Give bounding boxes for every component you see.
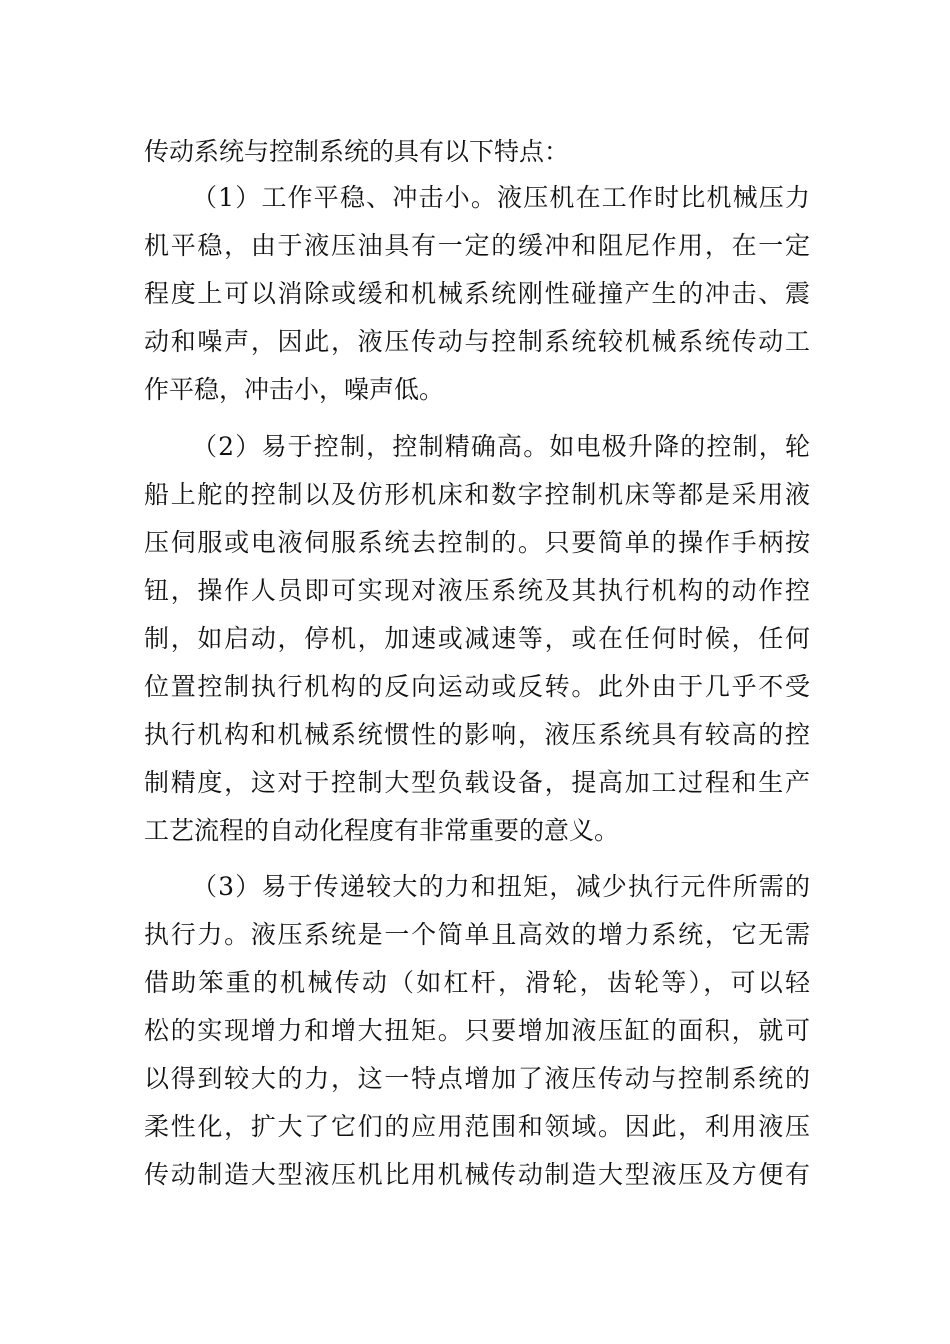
text-line-18: 借助笨重的机械传动（如杠杆，滑轮，齿轮等），可以轻 [144, 968, 810, 997]
text-line-7: （2）易于控制，控制精确高。如电极升降的控制，轮 [192, 432, 810, 461]
text-line-17: 执行力。液压系统是一个简单且高效的增力系统，它无需 [144, 920, 810, 949]
text-line-6: 作平稳，冲击小，噪声低。 [144, 375, 445, 404]
text-line-1: 传动系统与控制系统的具有以下特点： [144, 137, 570, 166]
text-line-4: 程度上可以消除或缓和机械系统刚性碰撞产生的冲击、震 [144, 279, 810, 308]
text-line-15: 工艺流程的自动化程度有非常重要的意义。 [144, 816, 620, 845]
text-line-13: 执行机构和机械系统惯性的影响，液压系统具有较高的控 [144, 720, 810, 749]
text-line-9: 压伺服或电液伺服系统去控制的。只要简单的操作手柄按 [144, 528, 810, 557]
text-line-10: 钮，操作人员即可实现对液压系统及其执行机构的动作控 [144, 576, 810, 605]
text-line-3: 机平稳，由于液压油具有一定的缓冲和阻尼作用，在一定 [144, 231, 810, 260]
text-line-11: 制，如启动，停机，加速或减速等，或在任何时候，任何 [144, 624, 810, 653]
text-line-21: 柔性化，扩大了它们的应用范围和领域。因此，利用液压 [144, 1112, 810, 1141]
text-line-14: 制精度，这对于控制大型负载设备，提高加工过程和生产 [144, 768, 810, 797]
text-line-2: （1）工作平稳、冲击小。液压机在工作时比机械压力 [192, 183, 810, 212]
text-line-22: 传动制造大型液压机比用机械传动制造大型液压及方便有 [144, 1160, 810, 1189]
text-line-12: 位置控制执行机构的反向运动或反转。此外由于几乎不受 [144, 672, 810, 701]
text-line-20: 以得到较大的力，这一特点增加了液压传动与控制系统的 [144, 1064, 810, 1093]
text-line-16: （3）易于传递较大的力和扭矩，减少执行元件所需的 [192, 872, 810, 901]
text-line-5: 动和噪声，因此，液压传动与控制系统较机械系统传动工 [144, 327, 810, 356]
text-line-8: 船上舵的控制以及仿形机床和数字控制机床等都是采用液 [144, 480, 810, 509]
text-line-19: 松的实现增力和增大扭矩。只要增加液压缸的面积，就可 [144, 1016, 810, 1045]
